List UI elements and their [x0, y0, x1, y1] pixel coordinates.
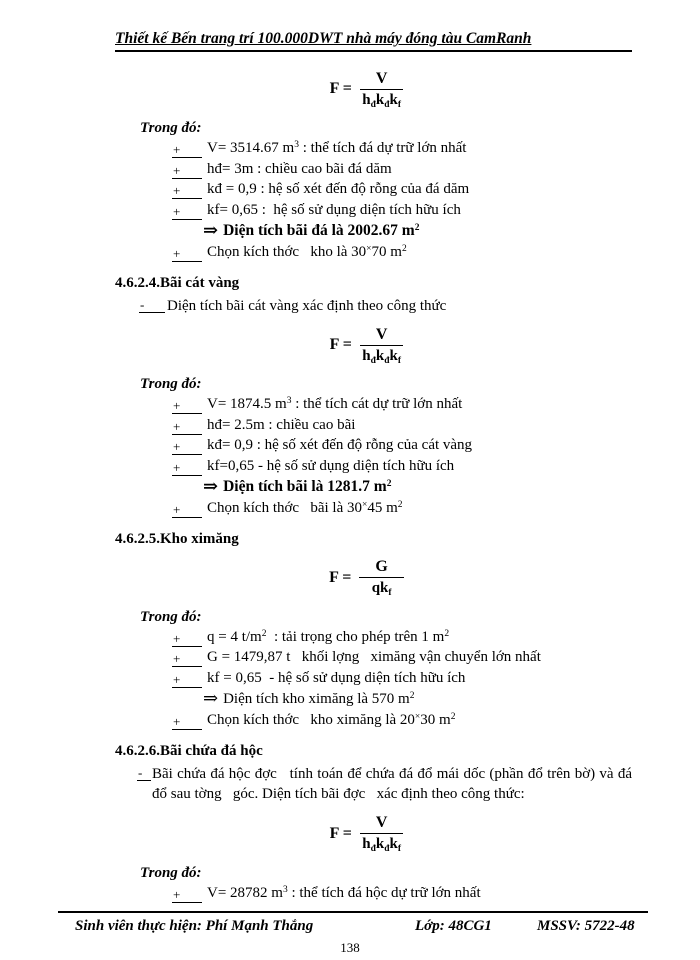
footer-student-name: Sinh viên thực hiện: Phí Mạnh Thắng	[75, 918, 314, 934]
paragraph-text: Bãi chứa đá hộc đợc tính toán để chứa đá đổ mái dốc (phần đổ trên bờ) và đá đổ sau tờng góc. Diện tích bãi đợc xác định theo công thức:	[152, 765, 636, 802]
where-label: Trong đó:	[140, 120, 202, 136]
plus-bullet-icon: +	[172, 461, 202, 476]
where-label: Trong đó:	[140, 376, 202, 392]
footer-student-id: MSSV: 5722-48	[537, 918, 635, 934]
footer-class: Lớp: 48CG1	[415, 918, 492, 934]
list-item-text: Chọn kích thớc bãi là 30×45 $m^2$	[207, 500, 403, 516]
list-item-text: hđ= 3m : chiều cao bãi đá dăm	[207, 160, 392, 177]
plus-bullet-icon: +	[172, 420, 202, 435]
list-item-text: V= 28782 $m^3$ : thể tích đá hộc dự trữ lớn nhất	[207, 884, 481, 901]
formula-fraction	[359, 558, 403, 597]
list-item	[172, 627, 632, 648]
plus-bullet-icon: +	[172, 247, 202, 262]
list-item	[172, 710, 632, 731]
implies-arrow-icon: ⇒	[203, 476, 219, 497]
list-item	[172, 647, 632, 668]
formula-lhs: F =	[329, 568, 352, 586]
formula-fraction	[360, 70, 404, 109]
formula-denominator: $h_đk_đk_f$	[362, 836, 402, 854]
result-text: Diện tích kho ximăng là 570 $m^2$	[223, 691, 415, 707]
result-text: Diện tích bãi là 1281.7 $m^2$	[223, 478, 392, 495]
result-line	[203, 688, 632, 710]
list-item	[172, 498, 632, 519]
section-heading: 4.6.2.5.Kho ximăng	[115, 530, 239, 547]
formula	[101, 552, 632, 604]
paragraph	[138, 764, 636, 805]
list-item-text: kf=0,65 - hệ số sử dụng diện tích hữu ích	[207, 457, 455, 474]
dash-bullet-icon: -	[137, 766, 151, 781]
document-header-title: Thiết kế Bến trang trí 100.000DWT nhà máy đóng tàu CamRanh	[115, 30, 532, 47]
formula-numerator: G	[359, 558, 403, 578]
implies-arrow-icon: ⇒	[203, 220, 219, 241]
implies-arrow-icon: ⇒	[203, 688, 219, 709]
result-line	[203, 220, 632, 242]
formula-lhs: F =	[329, 80, 352, 97]
list-item-text: V= 1874.5 $m^3$ : thể tích cát dự trữ lớn nhất	[207, 396, 463, 412]
list-item	[172, 179, 632, 200]
formula	[101, 808, 632, 860]
list-item-text: kf= 0,65 : hệ số sử dụng diện tích hữu ích	[207, 201, 461, 218]
plus-bullet-icon: +	[172, 205, 202, 220]
footer-divider	[58, 911, 648, 913]
formula	[101, 319, 632, 371]
list-item-text: kf = 0,65 - hệ số sử dụng diện tích hữu ích	[207, 669, 466, 686]
list-item	[172, 242, 632, 263]
plus-bullet-icon: +	[172, 143, 202, 158]
list-item	[172, 435, 632, 456]
plus-bullet-icon: +	[172, 632, 202, 647]
list-item	[172, 415, 632, 436]
page-number: 138	[340, 940, 360, 955]
list-item-text: G = 1479,87 t khối lợng ximăng vận chuyển lớn nhất	[207, 649, 541, 665]
document-body	[115, 60, 636, 903]
list-item-text: V= 3514.67 $m^3$ : thể tích đá dự trữ lớn nhất	[207, 140, 467, 156]
plus-bullet-icon: +	[172, 399, 202, 414]
list-item-text: q = 4 $t/m^2$ : tải trọng cho phép trên 1 $m^2$	[207, 628, 450, 645]
where-label: Trong đó:	[140, 608, 202, 625]
plus-bullet-icon: +	[172, 888, 202, 903]
list-item	[172, 138, 632, 159]
paragraph	[140, 296, 632, 317]
formula-lhs: F =	[329, 824, 352, 842]
section-heading: 4.6.2.4.Bãi cát vàng	[115, 274, 240, 291]
result-text: Diện tích bãi đá là 2002.67 $m^2$	[223, 222, 420, 239]
formula-denominator: $qk_f$	[371, 580, 392, 598]
list-item-text: Chọn kích thớc kho ximăng là 20×30 $m^2$	[207, 712, 456, 728]
plus-bullet-icon: +	[172, 184, 202, 199]
list-item	[172, 456, 632, 477]
plus-bullet-icon: +	[172, 652, 202, 667]
formula-denominator: $h_đk_đk_f$	[362, 91, 402, 110]
formula-denominator: $h_đk_đk_f$	[362, 347, 402, 366]
list-item	[172, 883, 632, 904]
list-item	[172, 200, 632, 221]
list-item-text: kđ= 0,9 : hệ số xét đến độ rỗng của cát vàng	[207, 437, 473, 453]
list-item	[172, 159, 632, 180]
section-heading: 4.6.2.6.Bãi chứa đá hộc	[115, 742, 263, 759]
formula-numerator: V	[360, 70, 404, 90]
formula-fraction	[360, 814, 404, 853]
formula	[101, 63, 632, 115]
plus-bullet-icon: +	[172, 164, 202, 179]
paragraph-text: Diện tích bãi cát vàng xác định theo công thức	[167, 297, 447, 314]
dash-bullet-icon: -	[139, 298, 165, 313]
page-header	[115, 30, 632, 52]
formula-fraction	[360, 326, 404, 365]
formula-lhs: F =	[329, 336, 352, 353]
plus-bullet-icon: +	[172, 440, 202, 455]
plus-bullet-icon: +	[172, 715, 202, 730]
list-item-text: hđ= 2.5m : chiều cao bãi	[207, 416, 356, 433]
list-item-text: kđ = 0,9 : hệ số xét đến độ rỗng của đá dăm	[207, 181, 470, 197]
plus-bullet-icon: +	[172, 673, 202, 688]
plus-bullet-icon: +	[172, 503, 202, 518]
formula-numerator: V	[360, 326, 404, 346]
list-item	[172, 394, 632, 415]
result-line	[203, 476, 632, 498]
list-item-text: Chọn kích thớc kho là 30×70 $m^2$	[207, 244, 407, 260]
formula-numerator: V	[360, 814, 404, 834]
list-item	[172, 668, 632, 689]
where-label: Trong đó:	[140, 864, 202, 881]
